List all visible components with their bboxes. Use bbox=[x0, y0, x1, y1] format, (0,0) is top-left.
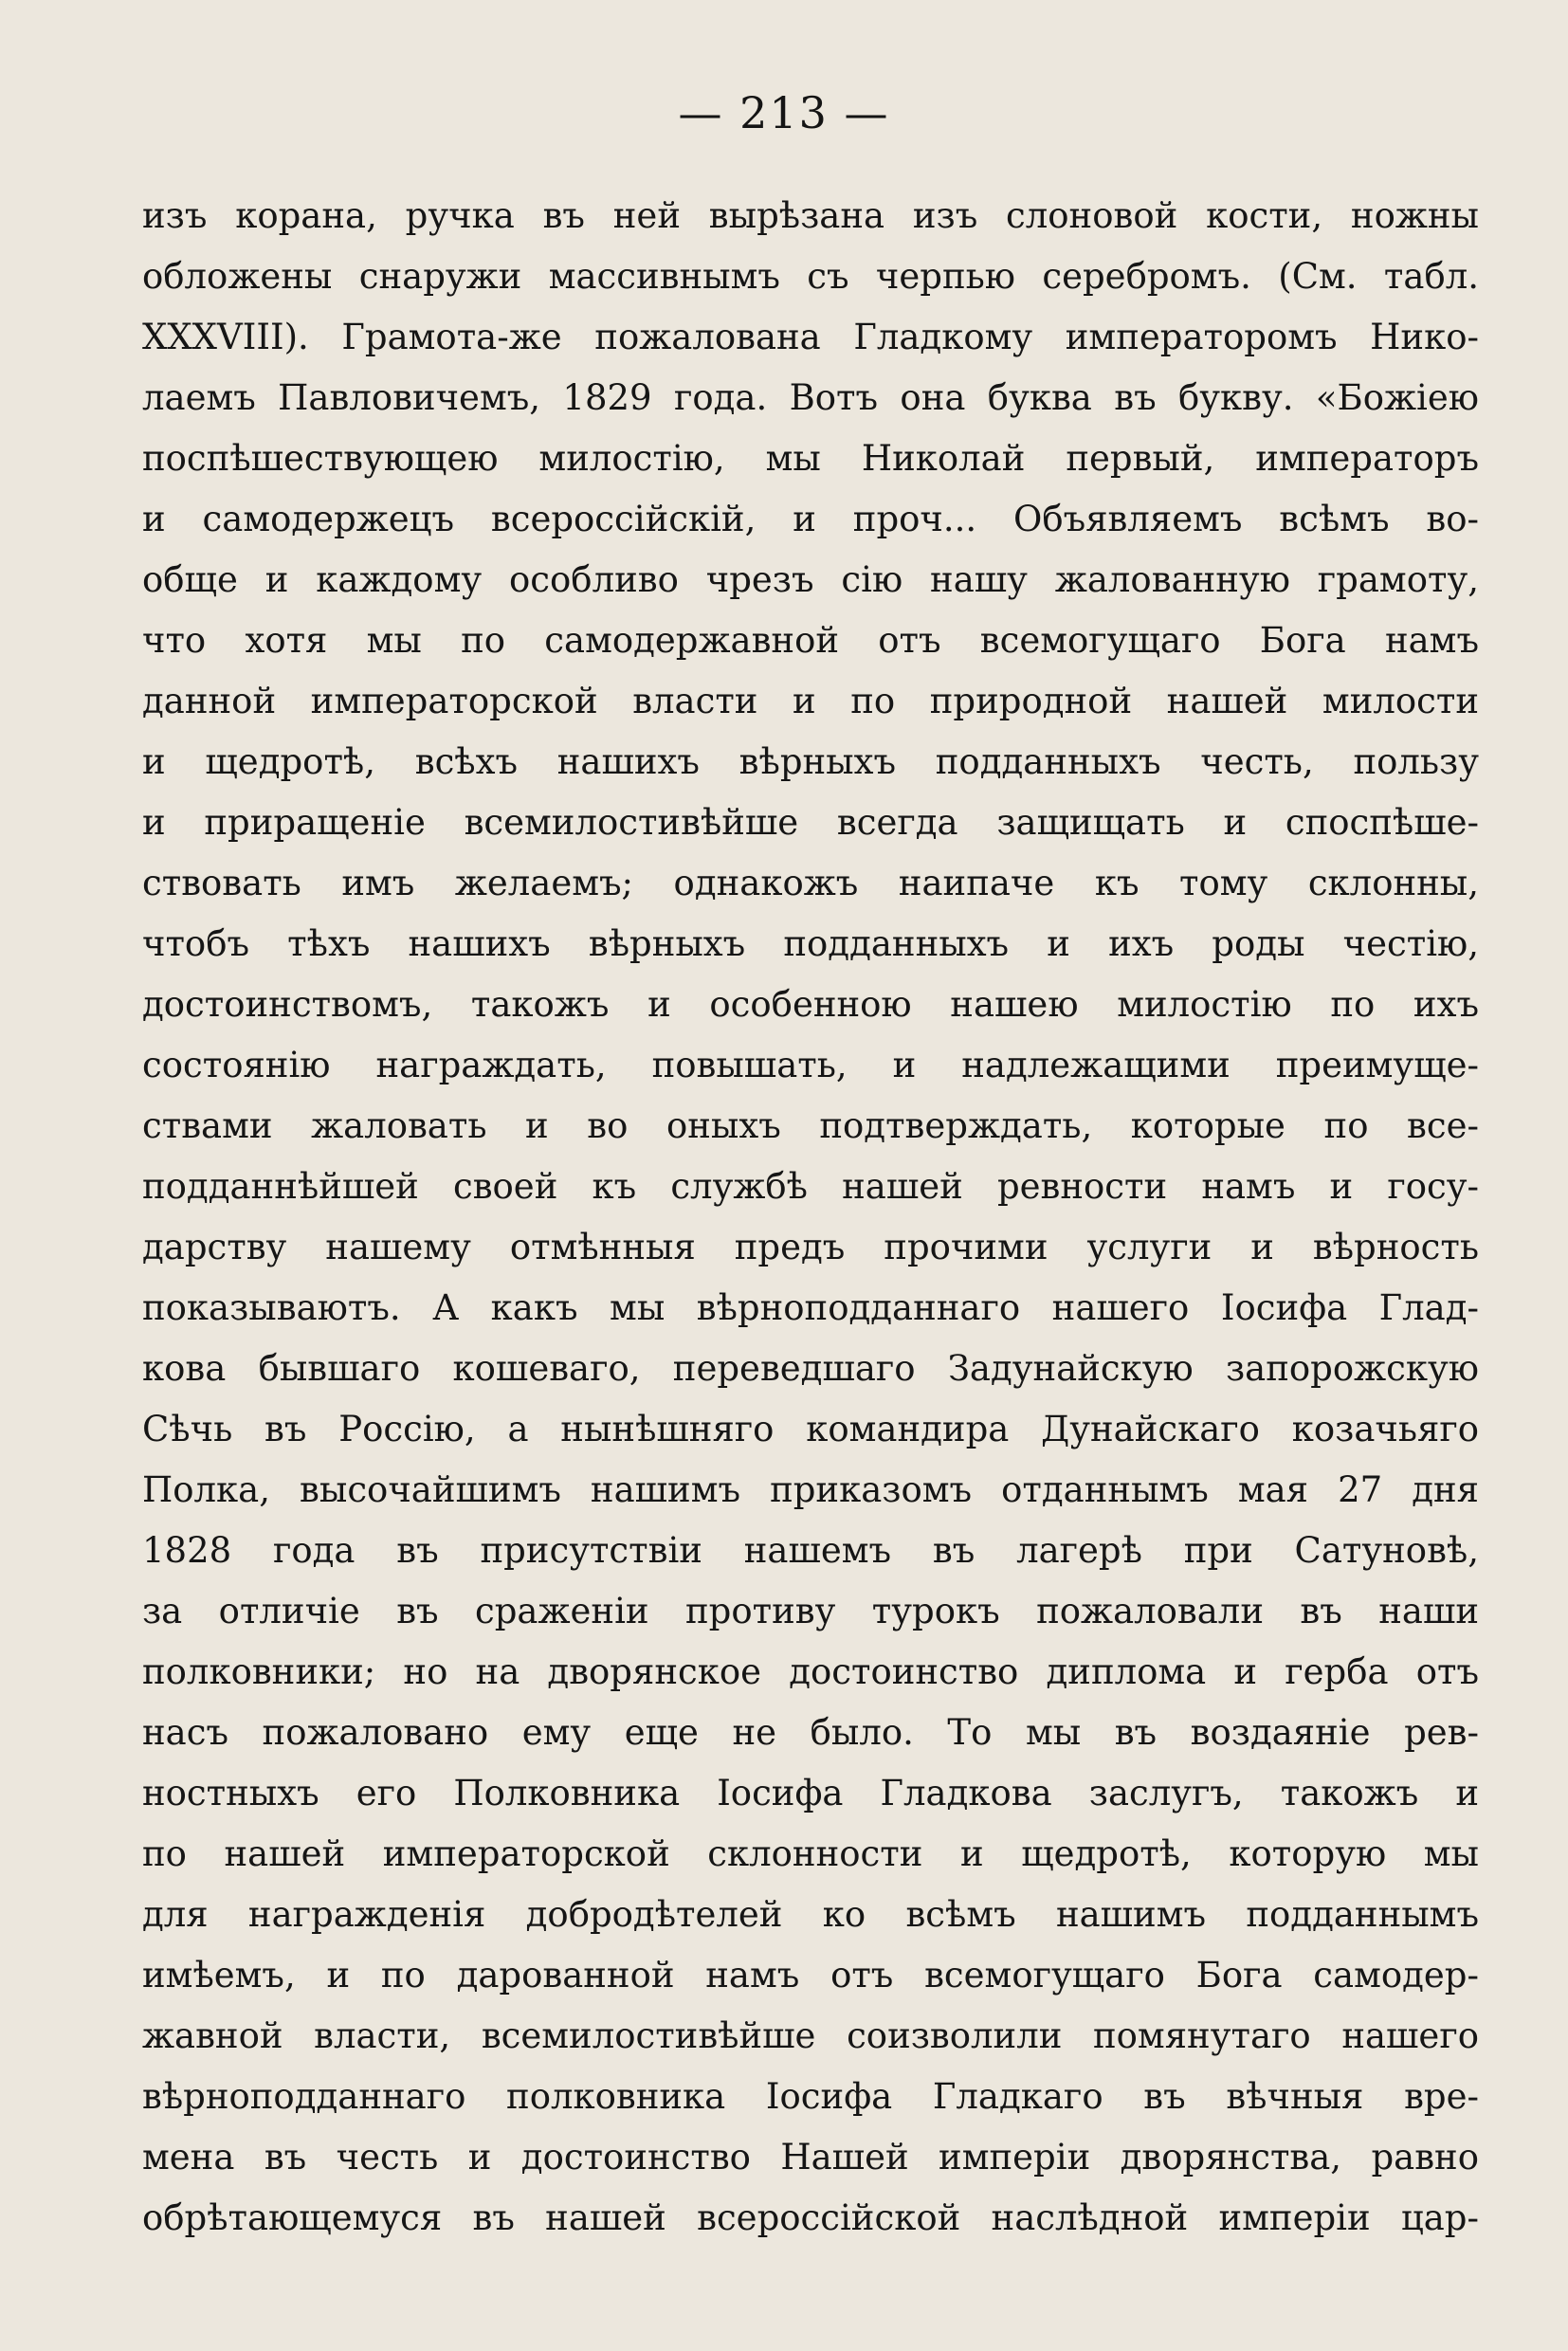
text-line: и самодержецъ всероссійскій, и проч... Объявляемъ всѣмъ во- bbox=[142, 499, 1479, 539]
text-line: обще и каждому особливо чрезъ сію нашу жалованную грамоту, bbox=[142, 559, 1479, 600]
text-line: чтобъ тѣхъ нашихъ вѣрныхъ подданныхъ и ихъ роды честію, bbox=[142, 923, 1479, 964]
text-line: вѣрноподданнаго полковника Іосифа Гладкаго въ вѣчныя вре- bbox=[142, 2076, 1479, 2117]
text-line: имѣемъ, и по дарованной намъ отъ всемогущаго Бога самодер- bbox=[142, 1955, 1479, 1996]
text-line: жавной власти, всемилостивѣйше соизволили помянутаго нашего bbox=[142, 2015, 1479, 2056]
page-number: — 213 — bbox=[678, 87, 890, 138]
text-line: Полка, высочайшимъ нашимъ приказомъ отданнымъ мая 27 дня bbox=[142, 1469, 1479, 1510]
text-line: и щедротѣ, всѣхъ нашихъ вѣрныхъ подданныхъ честь, пользу bbox=[142, 741, 1479, 782]
text-line: дарству нашему отмѣнныя предъ прочими услуги и вѣрность bbox=[142, 1227, 1479, 1267]
text-line: за отличіе въ сраженіи противу турокъ пожаловали въ наши bbox=[142, 1591, 1479, 1631]
text-line: для награжденія добродѣтелей ко всѣмъ нашимъ подданнымъ bbox=[142, 1894, 1479, 1935]
text-line: кова бывшаго кошеваго, переведшаго Задунайскую запорожскую bbox=[142, 1348, 1479, 1389]
text-line: полковники; но на дворянское достоинство диплома и герба отъ bbox=[142, 1651, 1479, 1692]
text-line: XXXVIII). Грамота-же пожалована Гладкому императоромъ Нико- bbox=[142, 317, 1479, 357]
text-line: состоянію награждать, повышать, и надлежащими преимуще- bbox=[142, 1045, 1479, 1085]
text-line: ностныхъ его Полковника Іосифа Гладкова заслугъ, такожъ и bbox=[142, 1773, 1479, 1813]
text-line: данной императорской власти и по природной нашей милости bbox=[142, 681, 1479, 721]
text-line: обложены снаружи массивнымъ съ черпью серебромъ. (См. табл. bbox=[142, 256, 1479, 297]
text-line: лаемъ Павловичемъ, 1829 года. Вотъ она буква въ букву. «Божіею bbox=[142, 377, 1479, 418]
text-line: показываютъ. А какъ мы вѣрноподданнаго нашего Іосифа Глад- bbox=[142, 1287, 1479, 1328]
text-line: и приращеніе всемилостивѣйше всегда защищать и споспѣше- bbox=[142, 802, 1479, 843]
text-line: достоинствомъ, такожъ и особенною нашею милостію по ихъ bbox=[142, 984, 1479, 1025]
text-line: по нашей императорской склонности и щедротѣ, которую мы bbox=[142, 1833, 1479, 1874]
text-line: Сѣчь въ Россію, а нынѣшняго командира Дунайскаго козачьяго bbox=[142, 1409, 1479, 1449]
text-line: мена въ честь и достоинство Нашей имперіи дворянства, равно bbox=[142, 2137, 1479, 2178]
text-line: ствовать имъ желаемъ; однакожъ наипаче къ тому склонны, bbox=[142, 863, 1479, 903]
text-line: 1828 года въ присутствіи нашемъ въ лагерѣ при Сатуновѣ, bbox=[142, 1530, 1479, 1571]
text-line: обрѣтающемуся въ нашей всероссійской наслѣдной имперіи цар- bbox=[142, 2197, 1479, 2238]
text-line: что хотя мы по самодержавной отъ всемогущаго Бога намъ bbox=[142, 620, 1479, 661]
text-line: изъ корана, ручка въ ней вырѣзана изъ слоновой кости, ножны bbox=[142, 195, 1479, 236]
text-line: насъ пожаловано ему еще не было. То мы въ воздаяніе рев- bbox=[142, 1712, 1479, 1753]
text-line: ствами жаловать и во оныхъ подтверждать, которые по все- bbox=[142, 1105, 1479, 1146]
text-line: поспѣшествующею милостію, мы Николай первый, императоръ bbox=[142, 438, 1479, 479]
text-line: подданнѣйшей своей къ службѣ нашей ревности намъ и госу- bbox=[142, 1166, 1479, 1207]
body-text bbox=[142, 186, 1479, 2249]
